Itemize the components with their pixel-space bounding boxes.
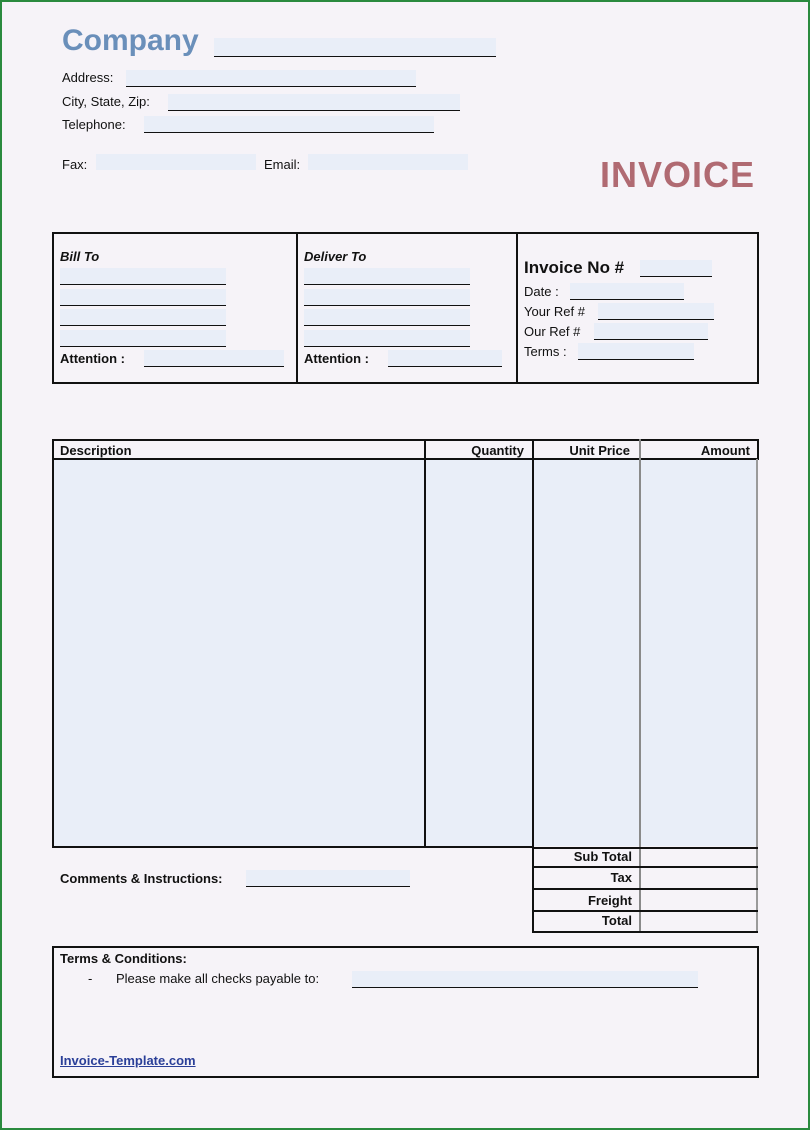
address-label: Address: — [62, 70, 114, 85]
table-right-border — [756, 459, 758, 932]
telephone-label: Telephone: — [62, 117, 126, 132]
bill-to-line[interactable] — [60, 330, 226, 347]
total-label: Total — [601, 913, 632, 928]
quantity-cell[interactable] — [426, 458, 532, 846]
table-col-divider — [424, 439, 426, 847]
bill-to-title: Bill To — [60, 249, 100, 264]
comments-label: Comments & Instructions: — [60, 871, 223, 886]
terms-bullet: - — [88, 971, 93, 986]
city-state-zip-label: City, State, Zip: — [62, 94, 150, 109]
bill-to-line[interactable] — [60, 309, 226, 326]
freight-value[interactable] — [641, 890, 756, 910]
totals-border — [532, 931, 758, 933]
invoice-template-link[interactable]: Invoice-Template.com — [60, 1053, 196, 1068]
terms-field[interactable] — [578, 343, 694, 360]
unit-price-cell[interactable] — [533, 458, 639, 846]
deliver-to-attention-label: Attention : — [304, 351, 369, 366]
subtotal-value[interactable] — [641, 849, 756, 866]
table-left-border — [52, 439, 54, 847]
date-label: Date : — [524, 284, 559, 299]
company-label: Company — [62, 24, 199, 57]
tax-label: Tax — [610, 870, 632, 885]
your-ref-field[interactable] — [598, 303, 714, 320]
invoice-no-field[interactable] — [640, 260, 712, 277]
divider — [296, 232, 298, 384]
subtotal-label: Sub Total — [573, 849, 632, 864]
payable-to-field[interactable] — [352, 971, 698, 988]
your-ref-label: Your Ref # — [524, 304, 585, 319]
total-value[interactable] — [641, 912, 756, 931]
invoice-no-label: Invoice No # — [524, 258, 625, 277]
our-ref-label: Our Ref # — [524, 324, 581, 339]
comments-field[interactable] — [246, 870, 410, 887]
table-right-border — [757, 439, 759, 459]
terms-title: Terms & Conditions: — [60, 951, 187, 966]
divider — [516, 232, 518, 384]
table-header-divider — [52, 458, 759, 460]
bill-to-line[interactable] — [60, 289, 226, 306]
terms-label: Terms : — [524, 344, 567, 359]
fax-field[interactable] — [96, 154, 256, 170]
table-col-divider — [532, 439, 534, 932]
description-cell[interactable] — [54, 458, 424, 846]
column-header-quantity: Quantity — [471, 443, 524, 458]
date-field[interactable] — [570, 283, 684, 300]
bill-to-line[interactable] — [60, 268, 226, 285]
deliver-to-title: Deliver To — [304, 249, 367, 264]
deliver-to-line[interactable] — [304, 309, 470, 326]
fax-label: Fax: — [62, 157, 88, 172]
deliver-to-line[interactable] — [304, 330, 470, 347]
freight-label: Freight — [587, 893, 632, 908]
table-top-border — [52, 439, 759, 441]
bill-to-attention-field[interactable] — [144, 350, 284, 367]
telephone-field[interactable] — [144, 116, 434, 133]
email-label: Email: — [264, 157, 301, 172]
deliver-to-line[interactable] — [304, 289, 470, 306]
checks-payable-text: Please make all checks payable to: — [116, 971, 320, 986]
table-bottom-border — [52, 846, 533, 848]
bill-to-attention-label: Attention : — [60, 351, 125, 366]
company-name-field[interactable] — [214, 38, 496, 57]
address-field[interactable] — [126, 70, 416, 87]
deliver-to-line[interactable] — [304, 268, 470, 285]
tax-value[interactable] — [641, 868, 756, 888]
our-ref-field[interactable] — [594, 323, 708, 340]
email-field[interactable] — [308, 154, 468, 170]
invoice-title: INVOICE — [600, 154, 756, 195]
amount-cell[interactable] — [641, 458, 757, 846]
column-header-amount: Amount — [700, 443, 750, 458]
deliver-to-attention-field[interactable] — [388, 350, 502, 367]
column-header-unit-price: Unit Price — [569, 443, 630, 458]
column-header-description: Description — [60, 443, 132, 458]
city-state-zip-field[interactable] — [168, 94, 460, 111]
